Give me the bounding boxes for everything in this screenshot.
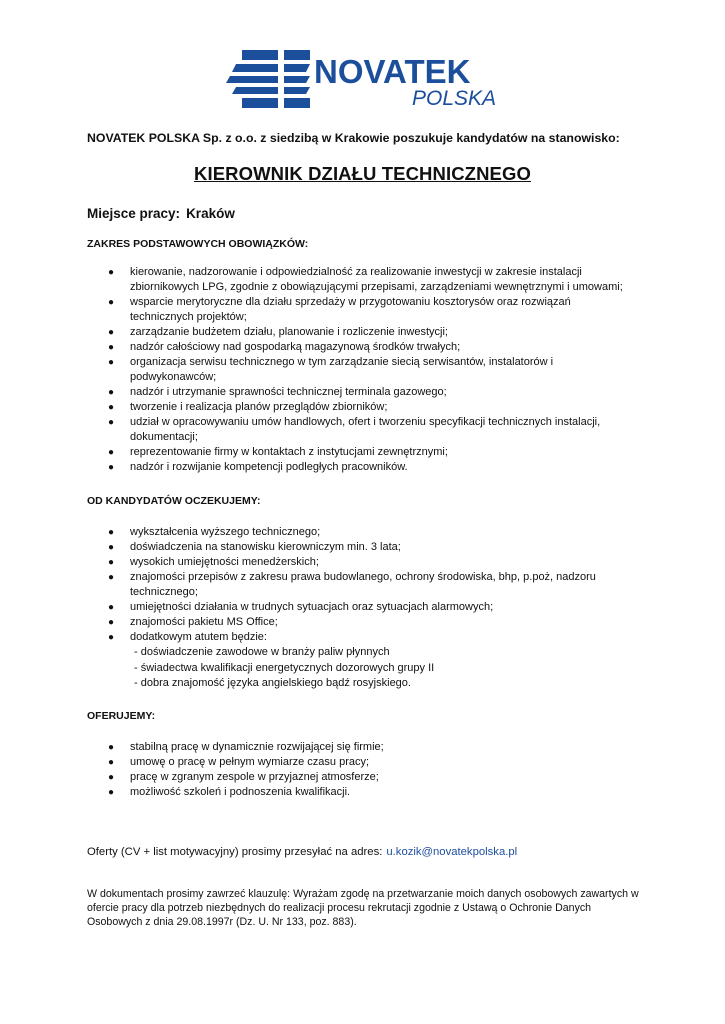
bullet-icon: ● — [108, 602, 115, 613]
contact-text: Oferty (CV + list motywacyjny) prosimy przesyłać na adres: — [87, 846, 383, 858]
bullet-icon: ● — [108, 297, 115, 308]
bullet-icon: ● — [108, 267, 115, 278]
extras-list — [106, 645, 644, 692]
bullet-icon: ● — [108, 572, 115, 583]
list-item: ● kierowanie, nadzorowanie i odpowiedzialność za realizowanie inwestycji w zakresie instalacji zbiornikowych LPG, zgodnie z obowiązującymi przepisami, zarządzeniami wewnętrznymi i umowami; — [108, 266, 623, 293]
bullet-icon: ● — [108, 557, 115, 568]
bullet-icon: ● — [108, 462, 115, 473]
bullet-icon: ● — [108, 527, 115, 538]
list-item: ● nadzór i utrzymanie sprawności technicznej terminala gazowego; — [108, 386, 447, 398]
extra-item: - dobra znajomość języka angielskiego bądź rosyjskiego. — [134, 677, 411, 689]
duties-list — [104, 265, 644, 475]
requirements-heading: OD KANDYDATÓW OCZEKUJEMY: — [87, 495, 261, 507]
bullet-icon: ● — [108, 757, 115, 768]
privacy-clause: W dokumentach prosimy zawrzeć klauzulę: Wyrażam zgodę na przetwarzanie moich danych osobowych zawartych w ofercie pracy dla potrzeb niezbędnych do realizacji procesu rekrutacji zgodnie z Ustawą o Ochronie Danych Osobowych z dnia 29.08.1997r (Dz. U. Nr 133, poz. 883). — [87, 888, 639, 928]
list-item: ● reprezentowanie firmy w kontaktach z instytucjami zewnętrznymi; — [108, 446, 448, 458]
list-item: ● dodatkowym atutem będzie: - doświadczenie zawodowe w branży paliw płynnych - świadectwa kwalifikacji energetycznych dozorowych grupy II - dobra znajomość języka angielskiego bądź rosyjskiego. — [104, 630, 644, 692]
bullet-icon: ● — [108, 417, 115, 428]
bullet-icon: ● — [108, 772, 115, 783]
list-item: ● tworzenie i realizacja planów przeglądów zbiorników; — [108, 401, 388, 413]
novatek-logo — [226, 50, 506, 108]
novatek-logo-icon — [226, 50, 506, 108]
contact-line — [87, 846, 517, 858]
bullet-icon: ● — [108, 787, 115, 798]
contact-email-link[interactable]: u.kozik@novatekpolska.pl — [386, 846, 518, 858]
bullet-icon: ● — [108, 402, 115, 413]
list-item: ● wykształcenia wyższego technicznego; — [108, 526, 321, 538]
list-item: ● znajomości przepisów z zakresu prawa budowlanego, ochrony środowiska, bhp, p.poż, nadzoru technicznego; — [108, 571, 596, 598]
list-item: ● udział w opracowywaniu umów handlowych, ofert i tworzeniu specyfikacji technicznych instalacji, dokumentacji; — [108, 416, 601, 443]
logo-sub: POLSKA — [412, 87, 497, 108]
job-title: KIEROWNIK DZIAŁU TECHNICZNEGO — [194, 163, 531, 184]
list-item: ● stabilną pracę w dynamicznie rozwijającej się firmie; — [108, 741, 384, 753]
location — [87, 206, 235, 221]
list-item: ● nadzór całościowy nad gospodarką magazynową środków trwałych; — [108, 341, 461, 353]
offer-heading: OFERUJEMY: — [87, 710, 156, 722]
bullet-icon: ● — [108, 447, 115, 458]
list-item: ● znajomości pakietu MS Office; — [108, 616, 278, 628]
location-value: Kraków — [186, 206, 235, 221]
bullet-icon: ● — [108, 342, 115, 353]
bullet-icon: ● — [108, 632, 115, 643]
list-item: ● nadzór i rozwijanie kompetencji podległych pracowników. — [108, 461, 408, 473]
list-item: ● zarządzanie budżetem działu, planowanie i rozliczenie inwestycji; — [108, 326, 448, 338]
bullet-icon: ● — [108, 542, 115, 553]
list-item: ● wsparcie merytoryczne dla działu sprzedaży w przygotowaniu kosztorysów oraz rozwiązań technicznych projektów; — [108, 296, 571, 323]
list-item: ● organizacja serwisu technicznego w tym zarządzanie siecią serwisantów, instalatorów i podwykonawców; — [108, 356, 554, 383]
location-label: Miejsce pracy: — [87, 206, 181, 221]
list-item: ● możliwość szkoleń i podnoszenia kwalifikacji. — [108, 786, 351, 798]
bullet-icon: ● — [108, 327, 115, 338]
list-item: ● pracę w zgranym zespole w przyjaznej atmosferze; — [108, 771, 379, 783]
bullet-icon: ● — [108, 357, 115, 368]
bullet-icon: ● — [108, 617, 115, 628]
offer-list — [104, 740, 644, 800]
list-item: ● umiejętności działania w trudnych sytuacjach oraz sytuacjach alarmowych; — [108, 601, 494, 613]
logo-name: NOVATEK — [314, 53, 471, 90]
list-item: ● doświadczenia na stanowisku kierowniczym min. 3 lata; — [108, 541, 401, 553]
list-item: ● umowę o pracę w pełnym wymiarze czasu pracy; — [108, 756, 370, 768]
intro-text: NOVATEK POLSKA Sp. z o.o. z siedzibą w Krakowie poszukuje kandydatów na stanowisko: — [87, 131, 620, 145]
duties-heading: ZAKRES PODSTAWOWYCH OBOWIĄZKÓW: — [87, 238, 309, 250]
bullet-icon: ● — [108, 742, 115, 753]
bullet-icon: ● — [108, 387, 115, 398]
requirements-list — [104, 525, 644, 692]
extra-item: - doświadczenie zawodowe w branży paliw płynnych — [134, 646, 390, 658]
extra-item: - świadectwa kwalifikacji energetycznych dozorowych grupy II — [134, 661, 435, 674]
list-item: ● wysokich umiejętności menedżerskich; — [108, 556, 319, 568]
